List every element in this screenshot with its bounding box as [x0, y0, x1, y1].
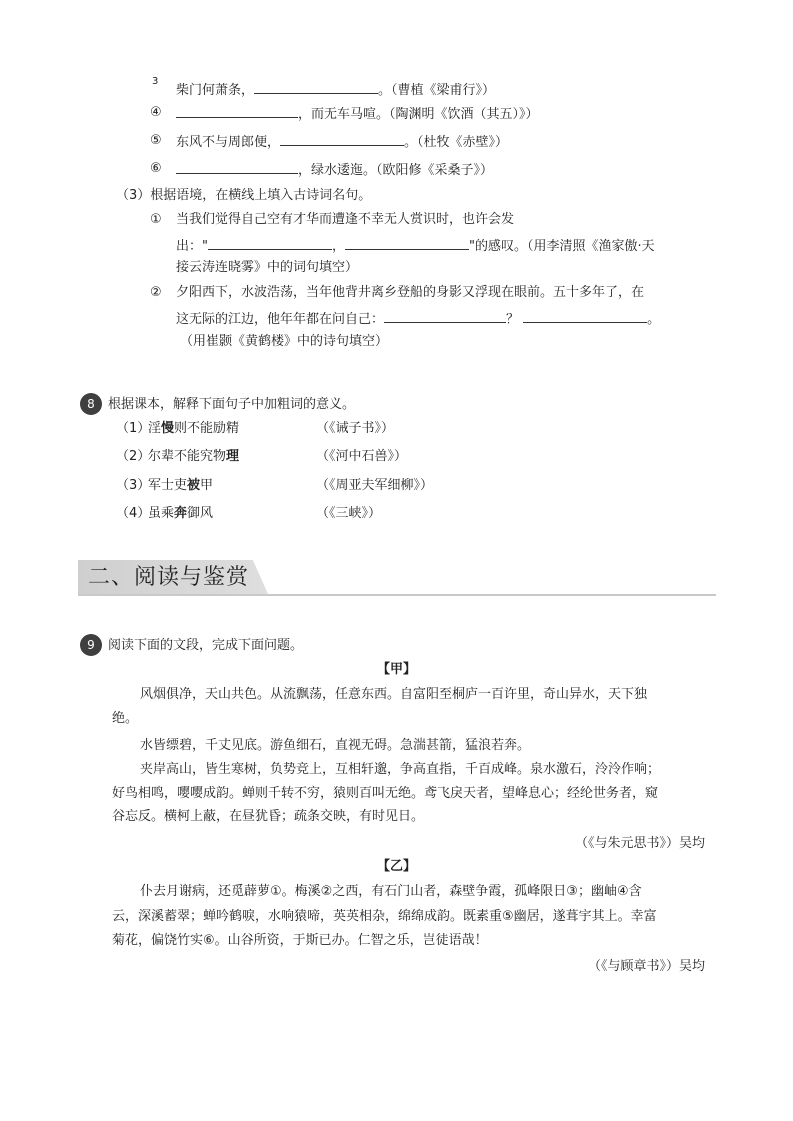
q8-item-source: （《三峡》）: [316, 506, 382, 521]
jia-paragraph3-line1: 夹岸高山，皆生寒树，负势竞上，互相轩邈，争高直指，千百成峰。泉水激石，泠泠作响；: [140, 762, 661, 777]
section-title: 二、阅读与鉴赏: [88, 565, 250, 590]
question-number-badge: 8: [80, 393, 102, 415]
q8-item-source: （《周亚夫军细柳》）: [316, 478, 434, 493]
item5-line: 东风不与周郎便， 。（杜牧《赤壁》）: [176, 132, 508, 152]
jia-paragraph2: 水皆缥碧，千丈见底。游鱼细石，直视无碍。急湍甚箭，猛浪若奔。: [140, 738, 531, 753]
passage-yi-title: 【乙】: [376, 859, 416, 874]
question-number-badge: 9: [80, 634, 102, 656]
q8-item-sentence: 军士吏被甲: [148, 478, 214, 493]
sub1-line3: 接云涛连晓雾》中的词句填空）: [176, 260, 359, 275]
q8-item-number: （4）: [116, 506, 151, 521]
answer-blank[interactable]: [345, 236, 469, 250]
item3-number: 3: [152, 76, 159, 87]
item5-number: ⑤: [150, 133, 162, 148]
jia-source: （《与朱元思书》）吴均: [574, 836, 705, 851]
sub2-number: ②: [150, 285, 162, 300]
answer-blank[interactable]: [384, 309, 506, 323]
jia-paragraph3-line2: 好鸟相鸣，嘤嘤成韵。蝉则千转不穷，猿则百叫无绝。鸢飞戾天者，望峰息心；经纶世务者，窥: [112, 786, 659, 801]
item4-number: ④: [150, 105, 162, 120]
answer-blank[interactable]: [523, 309, 647, 323]
q8-item-source: （《河中石兽》）: [316, 449, 408, 464]
answer-blank[interactable]: [280, 132, 404, 146]
answer-blank[interactable]: [254, 80, 378, 94]
answer-blank[interactable]: [176, 104, 298, 118]
yi-line3: 菊花，偏饶竹实⑥。山谷所资，于斯已办。仁智之乐，岂徒语哉！: [112, 933, 488, 948]
sub1-line2: 出：" ， "的感叹。（用李清照《渔家傲·天: [176, 236, 655, 256]
item3-line: 柴门何萧条， 。（曹植《梁甫行》）: [176, 80, 495, 100]
sub2-line3: （用崔颢《黄鹤楼》中的诗句填空）: [180, 334, 389, 349]
q8-item-sentence: 尔辈不能究物理: [148, 449, 240, 464]
q8-item-number: （3）: [116, 478, 151, 493]
jia-paragraph1-line2: 绝。: [112, 711, 139, 726]
yi-line1: 仆去月谢病，还觅薜萝①。梅溪②之西，有石门山者，森壁争霞，孤峰限日③；幽岫④含: [140, 884, 642, 899]
q8-item-sentence: 虽乘奔御风: [148, 506, 214, 521]
answer-blank[interactable]: [176, 160, 298, 174]
answer-blank[interactable]: [208, 236, 332, 250]
section-divider: [78, 594, 716, 596]
item4-line: ，而无车马喧。（陶渊明《饮酒（其五）》）: [176, 104, 539, 124]
q8-item-sentence: 淫慢则不能励精: [148, 421, 240, 436]
sub2-line2: 这无际的江边，他年年都在问自己： ？ 。: [176, 309, 660, 329]
q9-prompt: 阅读下面的文段，完成下面问题。: [108, 638, 304, 653]
q8-item-number: （2）: [116, 449, 151, 464]
q8-item-number: （1）: [116, 421, 151, 436]
jia-paragraph1-line1: 风烟俱净，天山共色。从流飘荡，任意东西。自富阳至桐庐一百许里，奇山异水，天下独: [140, 687, 648, 702]
jia-paragraph3-line3: 谷忘反。横柯上蔽，在昼犹昏；疏条交映，有时见日。: [112, 809, 425, 824]
part3-label: （3）根据语境，在横线上填入古诗词名句。: [116, 188, 372, 203]
q8-item-source: （《诫子书》）: [316, 421, 395, 436]
sub2-line1: 夕阳西下，水波浩荡，当年他背井离乡登船的身影又浮现在眼前。五十多年了，在: [176, 285, 645, 300]
passage-jia-title: 【甲】: [376, 662, 416, 677]
q8-prompt: 根据课本，解释下面句子中加粗词的意义。: [108, 397, 356, 412]
sub1-line1: 当我们觉得自己空有才华而遭逢不幸无人赏识时，也许会发: [176, 212, 515, 227]
yi-source: （《与顾章书》）吴均: [587, 959, 705, 974]
item6-number: ⑥: [150, 161, 162, 176]
yi-line2: 云，深溪蓄翠；蝉吟鹤唳，水响猿啼，英英相杂，绵绵成韵。既素重⑤幽居，遂葺宇其上。幸富: [112, 909, 657, 924]
item6-line: ，绿水逶迤。（欧阳修《采桑子》）: [176, 160, 493, 180]
sub1-number: ①: [150, 212, 162, 227]
